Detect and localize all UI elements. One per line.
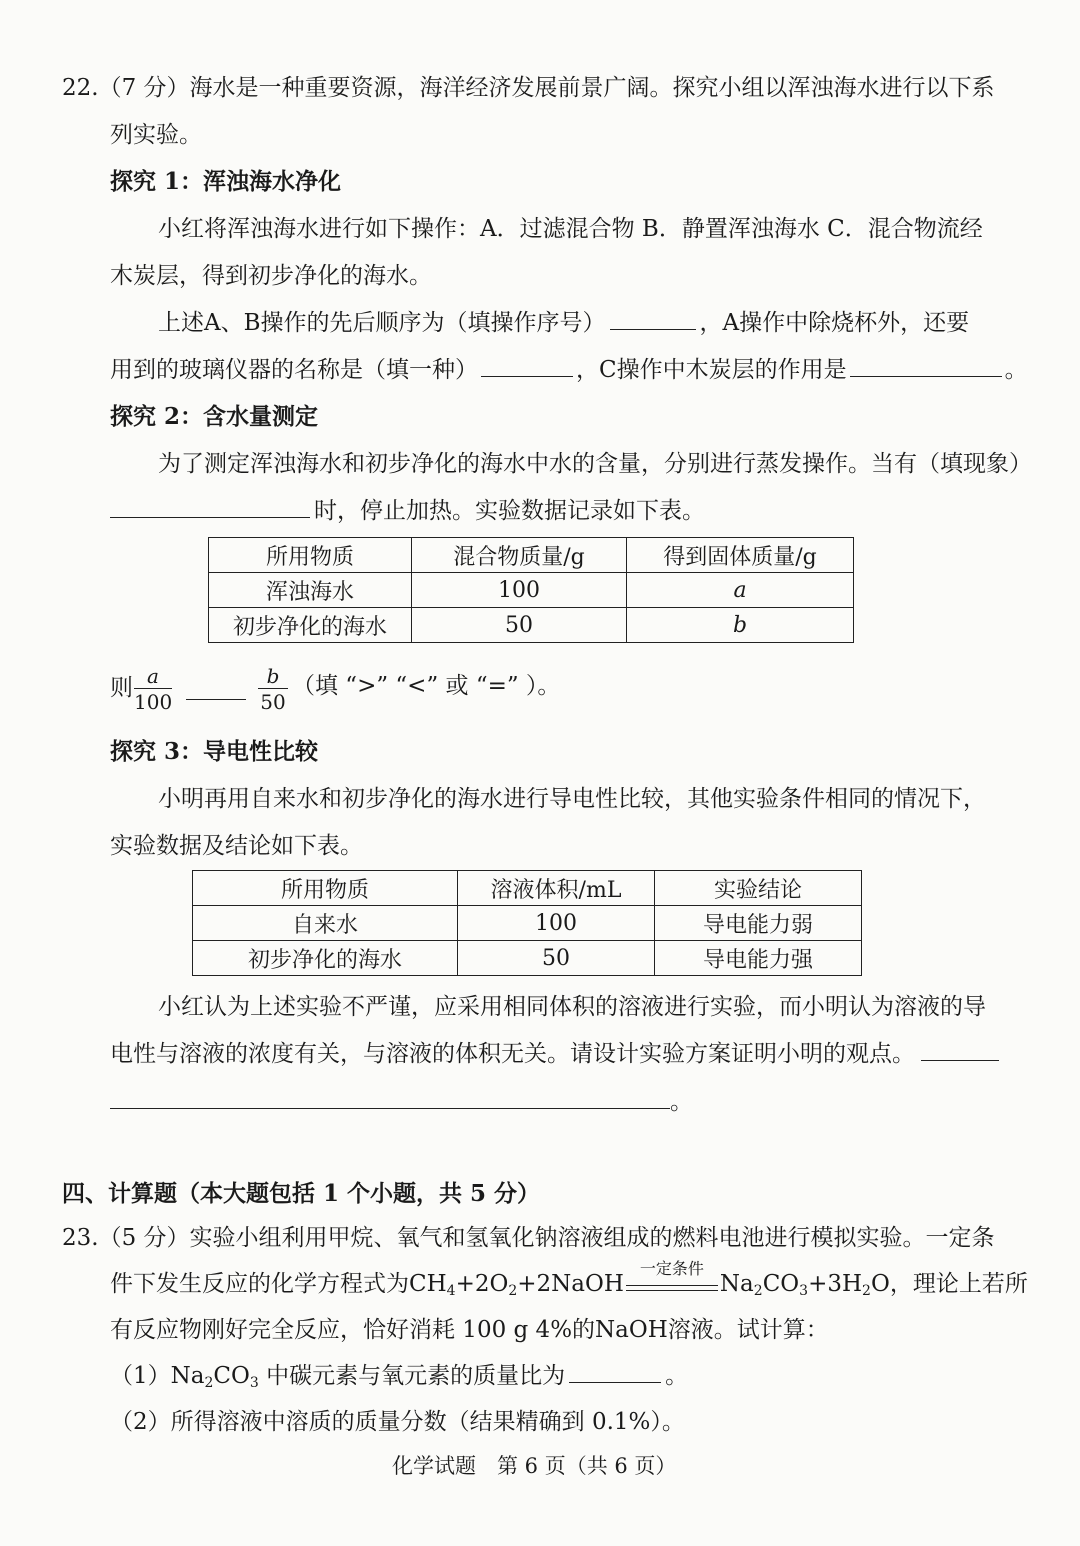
q23-line3: 有反应物刚好完全反应，恰好消耗 100 g 4%的NaOH溶液。试计算： [110,1317,829,1343]
table-cell: b [627,608,854,643]
sub1-subscript: 3 [249,1375,259,1391]
answer-blank-mass-ratio[interactable] [569,1381,661,1383]
answer-blank-phenomenon[interactable] [110,516,310,518]
eq-term: +3H [808,1271,863,1297]
table-cell: 50 [458,941,655,976]
fraction-numerator: a [147,664,159,688]
table-row [193,941,862,976]
answer-blank-design-start[interactable] [921,1059,999,1061]
table-header-cell: 得到固体质量/g [627,538,854,573]
ex1-para2-b-end: 。 [1004,357,1028,383]
fraction-denominator: 100 [134,690,173,714]
sub1-text: 中碳元素与氧元素的质量比为 [258,1363,566,1389]
ex2-para1-b [110,495,705,527]
ex3-para1-b: 实验数据及结论如下表。 [110,833,363,859]
table-cell: 初步净化的海水 [209,608,412,643]
table-header-cell: 混合物质量/g [412,538,627,573]
ex3-title: 探究 3：导电性比较 [110,738,319,765]
fraction-a-over-100 [134,664,172,715]
eq-term: CH [409,1271,447,1297]
sub1-subscript: 2 [204,1375,214,1391]
q22-line1: 22.（7 分）海水是一种重要资源，海洋经济发展前景广阔。探究小组以浑浊海水进行以下系 [62,75,995,101]
table-row [209,573,854,608]
chemical-equation [409,1259,890,1299]
compare-prefix: 则 [110,675,133,701]
eq-term: CO [762,1271,800,1297]
ex1-para2-a [158,307,969,339]
ex1-para2-a-text2: ，A操作中除烧杯外，还要 [699,310,970,336]
ex3-para2-c [110,1086,693,1118]
table-header-cell: 所用物质 [193,871,458,906]
q23-sub2: （2）所得溶液中溶质的质量分数（结果精确到 0.1%）。 [110,1409,685,1435]
table-cell: 100 [412,573,627,608]
answer-blank-design[interactable] [110,1107,670,1109]
table-cell: 自来水 [193,906,458,941]
ex1-para2-b-text2: ，C操作中木炭层的作用是 [576,357,847,383]
answer-blank-order[interactable] [610,328,696,330]
table-cell: a [627,573,854,608]
eq-subscript: 3 [799,1283,809,1299]
ex2-para1-a: 为了测定浑浊海水和初步净化的海水中水的含量，分别进行蒸发操作。当有（填现象） [158,451,1032,477]
table-header-cell: 实验结论 [655,871,862,906]
fraction-b-over-50 [258,664,288,715]
ex1-para1-b: 木炭层，得到初步净化的海水。 [110,263,432,289]
table-water-content [208,537,854,643]
ex3-para2-c-end: 。 [670,1089,693,1115]
ex1-para1-a: 小红将浑浊海水进行如下操作：A．过滤混合物 B．静置浑浊海水 C．混合物流经 [158,216,983,242]
table-cell: 导电能力弱 [655,906,862,941]
ex3-para2-b [110,1038,999,1070]
eq-term: +2NaOH [517,1271,624,1297]
ex1-para2-a-text1: 上述A、B操作的先后顺序为（填操作序号） [158,310,606,336]
table-row [209,608,854,643]
table-conductivity [192,870,862,976]
table-cell: 初步净化的海水 [193,941,458,976]
eq-subscript: 2 [753,1283,763,1299]
eq-subscript: 2 [508,1283,518,1299]
ex2-para1-b-text: 时，停止加热。实验数据记录如下表。 [314,498,705,524]
sub1-mid: CO [213,1363,250,1389]
q22-line2: 列实验。 [110,122,202,148]
q23-line2-prefix: 件下发生反应的化学方程式为 [110,1271,409,1297]
answer-blank-charcoal-role[interactable] [850,375,1002,377]
answer-blank-compare[interactable] [186,698,246,700]
ex1-para2-b [110,354,1028,386]
q23-line1: 23.（5 分）实验小组利用甲烷、氧气和氢氧化钠溶液组成的燃料电池进行模拟实验。一定条 [62,1225,995,1251]
table-cell: 导电能力强 [655,941,862,976]
fraction-denominator: 50 [260,690,286,714]
answer-blank-glassware[interactable] [481,375,573,377]
table-row [193,871,862,906]
sub1-prefix: （1）Na [110,1363,205,1389]
ex3-para2-b-text: 电性与溶液的浓度有关，与溶液的体积无关。请设计实验方案证明小明的观点。 [110,1041,915,1067]
equation-condition: 一定条件 [639,1259,704,1278]
eq-term: +2O [455,1271,509,1297]
table-row [209,538,854,573]
ex3-para2-a: 小红认为上述实验不严谨，应采用相同体积的溶液进行实验，而小明认为溶液的导 [158,994,986,1020]
eq-term: Na [719,1271,754,1297]
q23-line2 [110,1259,1028,1300]
ex2-title: 探究 2：含水量测定 [110,403,319,430]
table-cell: 浑浊海水 [209,573,412,608]
table-header-cell: 所用物质 [209,538,412,573]
sub1-end: 。 [665,1363,689,1389]
eq-term: O [870,1271,890,1297]
compare-suffix: （填 “>” “<” 或 “=” ）。 [292,673,561,699]
equation-arrow [626,1259,718,1296]
eq-subscript: 4 [446,1283,456,1299]
eq-subscript: 2 [862,1283,871,1299]
ex1-title: 探究 1：浑浊海水净化 [110,168,342,195]
section4-title: 四、计算题（本大题包括 1 个小题，共 5 分） [62,1180,541,1207]
table-header-cell: 溶液体积/mL [458,871,655,906]
ex3-para1-a: 小明再用自来水和初步净化的海水进行导电性比较，其他实验条件相同的情况下， [158,786,986,812]
q23-line2-suffix: ，理论上若所 [889,1271,1028,1297]
table-row [193,906,862,941]
ex1-para2-b-text1: 用到的玻璃仪器的名称是（填一种） [110,357,478,383]
page-footer: 化学试题 第 6 页（共 6 页） [392,1454,677,1478]
q23-sub1 [110,1360,688,1392]
fraction-numerator: b [266,664,280,688]
table-cell: 50 [412,608,627,643]
table-cell: 100 [458,906,655,941]
